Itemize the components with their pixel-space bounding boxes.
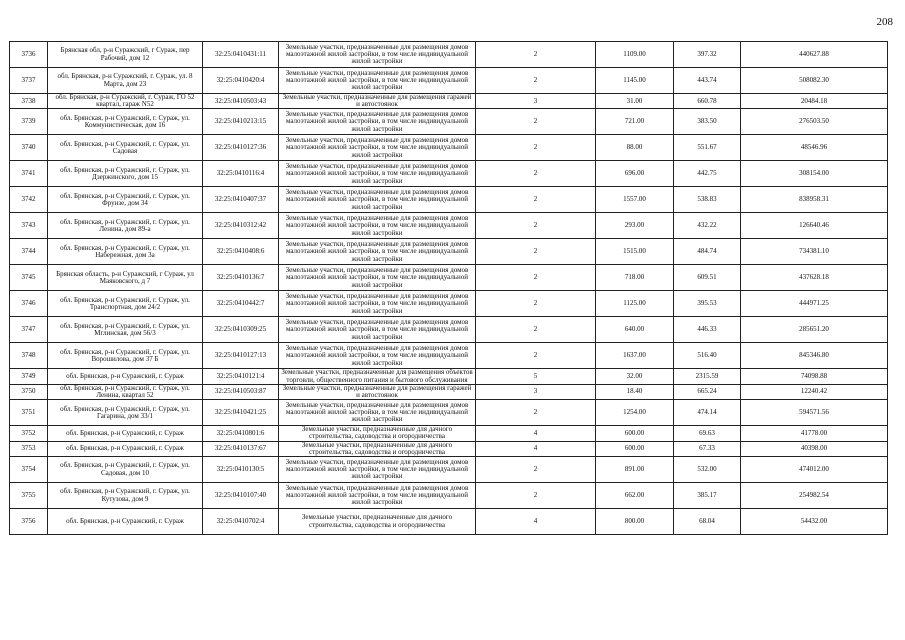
group-cell: 2 xyxy=(476,161,596,187)
address-cell: обл. Брянская, р-н Суражский, г. Сураж, ул. Набережная, дом 3а xyxy=(48,239,203,265)
land-use-cell: Земельные участки, предназначенные для дачного строительства, садоводства и огородничества xyxy=(279,509,476,535)
address-cell: обл. Брянская, р-н Суражский, г. Сураж, ул. 8 Марта, дом 23 xyxy=(48,68,203,94)
cadastral-number-cell: 32:25:0410136:7 xyxy=(203,265,279,291)
group-cell: 2 xyxy=(476,343,596,369)
row-number: 3737 xyxy=(10,68,48,94)
group-cell: 2 xyxy=(476,291,596,317)
land-use-cell: Земельные участки, предназначенные для размещения домов малоэтажной жилой застройки, в том числе индивидуальной жилой застройки xyxy=(279,213,476,239)
specific-value-cell: 2315.59 xyxy=(674,369,741,384)
cadastral-value-cell: 12240.42 xyxy=(741,384,888,399)
group-cell: 2 xyxy=(476,317,596,343)
table-row xyxy=(10,135,888,161)
land-use-cell: Земельные участки, предназначенные для размещения домов малоэтажной жилой застройки, в том числе индивидуальной жилой застройки xyxy=(279,135,476,161)
address-cell: обл. Брянская, р-н Суражский, г. Сураж, ул. Садовая xyxy=(48,135,203,161)
address-cell: Брянская область, р-н Суражский, г Сураж, ул Маяковского, д 7 xyxy=(48,265,203,291)
table-row xyxy=(10,483,888,509)
cadastral-value-cell: 48546.96 xyxy=(741,135,888,161)
land-use-cell: Земельные участки, предназначенные для размещения домов малоэтажной жилой застройки, в том числе индивидуальной жилой застройки xyxy=(279,239,476,265)
cadastral-number-cell: 32:25:0410408:6 xyxy=(203,239,279,265)
cadastral-number-cell: 32:25:0410127:36 xyxy=(203,135,279,161)
specific-value-cell: 538.83 xyxy=(674,187,741,213)
cadastral-number-cell: 32:25:0410121:4 xyxy=(203,369,279,384)
table-row xyxy=(10,441,888,456)
cadastral-number-cell: 32:25:0410309:25 xyxy=(203,317,279,343)
cadastral-value-cell: 41778.00 xyxy=(741,426,888,441)
cadastral-value-cell: 126640.46 xyxy=(741,213,888,239)
row-number: 3748 xyxy=(10,343,48,369)
table-row xyxy=(10,187,888,213)
land-use-cell: Земельные участки, предназначенные для размещения гаражей и автостоянок xyxy=(279,94,476,109)
table-row xyxy=(10,509,888,535)
specific-value-cell: 68.04 xyxy=(674,509,741,535)
cadastral-value-table xyxy=(9,41,888,535)
address-cell: обл. Брянская, р-н Суражский, г. Сураж, ул. Ленина, квартал 52 xyxy=(48,384,203,399)
group-cell: 2 xyxy=(476,42,596,68)
cadastral-value-cell: 440627.88 xyxy=(741,42,888,68)
land-use-cell: Земельные участки, предназначенные для размещения домов малоэтажной жилой застройки, в том числе индивидуальной жилой застройки xyxy=(279,187,476,213)
cadastral-number-cell: 32:25:0410116:4 xyxy=(203,161,279,187)
land-use-cell: Земельные участки, предназначенные для размещения домов малоэтажной жилой застройки, в том числе индивидуальной жилой застройки xyxy=(279,400,476,426)
specific-value-cell: 67.33 xyxy=(674,441,741,456)
area-cell: 1515.00 xyxy=(596,239,674,265)
table-row xyxy=(10,369,888,384)
group-cell: 3 xyxy=(476,94,596,109)
area-cell: 18.40 xyxy=(596,384,674,399)
cadastral-value-cell: 54432.00 xyxy=(741,509,888,535)
cadastral-value-cell: 594571.56 xyxy=(741,400,888,426)
group-cell: 2 xyxy=(476,483,596,509)
cadastral-number-cell: 32:25:0410420:4 xyxy=(203,68,279,94)
area-cell: 1145.00 xyxy=(596,68,674,94)
cadastral-number-cell: 32:25:0410407:37 xyxy=(203,187,279,213)
row-number: 3756 xyxy=(10,509,48,535)
group-cell: 2 xyxy=(476,109,596,135)
table-row xyxy=(10,239,888,265)
area-cell: 718.00 xyxy=(596,265,674,291)
row-number: 3755 xyxy=(10,483,48,509)
group-cell: 5 xyxy=(476,369,596,384)
table-row xyxy=(10,426,888,441)
cadastral-value-cell: 308154.00 xyxy=(741,161,888,187)
group-cell: 4 xyxy=(476,509,596,535)
group-cell: 2 xyxy=(476,400,596,426)
row-number: 3738 xyxy=(10,94,48,109)
cadastral-value-cell: 444971.25 xyxy=(741,291,888,317)
table-row xyxy=(10,343,888,369)
cadastral-value-cell: 20484.18 xyxy=(741,94,888,109)
table-row xyxy=(10,291,888,317)
address-cell: обл. Брянская, р-н Суражский, г. Сураж xyxy=(48,509,203,535)
cadastral-value-cell: 437628.18 xyxy=(741,265,888,291)
specific-value-cell: 395.53 xyxy=(674,291,741,317)
address-cell: обл. Брянская, р-н Суражский, г. Сураж, ул. Садовая, дом 10 xyxy=(48,457,203,483)
area-cell: 696.00 xyxy=(596,161,674,187)
land-use-cell: Земельные участки, предназначенные для размещения домов малоэтажной жилой застройки, в том числе индивидуальной жилой застройки xyxy=(279,457,476,483)
group-cell: 2 xyxy=(476,239,596,265)
area-cell: 293.00 xyxy=(596,213,674,239)
specific-value-cell: 660.78 xyxy=(674,94,741,109)
address-cell: обл. Брянская, р-н Суражский, г. Сураж xyxy=(48,426,203,441)
specific-value-cell: 385.17 xyxy=(674,483,741,509)
specific-value-cell: 432.22 xyxy=(674,213,741,239)
table-row xyxy=(10,68,888,94)
address-cell: обл. Брянская, р-н Суражский, г. Сураж xyxy=(48,369,203,384)
cadastral-number-cell: 32:25:0410702:4 xyxy=(203,509,279,535)
specific-value-cell: 609.51 xyxy=(674,265,741,291)
row-number: 3753 xyxy=(10,441,48,456)
row-number: 3741 xyxy=(10,161,48,187)
row-number: 3740 xyxy=(10,135,48,161)
land-use-cell: Земельные участки, предназначенные для размещения домов малоэтажной жилой застройки, в том числе индивидуальной жилой застройки xyxy=(279,161,476,187)
address-cell: обл. Брянская, р-н Суражский, г. Сураж, ул. Мглинская, дом 56/3 xyxy=(48,317,203,343)
area-cell: 721.00 xyxy=(596,109,674,135)
row-number: 3750 xyxy=(10,384,48,399)
land-use-cell: Земельные участки, предназначенные для размещения домов малоэтажной жилой застройки, в том числе индивидуальной жилой застройки xyxy=(279,291,476,317)
row-number: 3749 xyxy=(10,369,48,384)
area-cell: 1125.00 xyxy=(596,291,674,317)
group-cell: 4 xyxy=(476,441,596,456)
cadastral-value-cell: 508082.30 xyxy=(741,68,888,94)
cadastral-number-cell: 32:25:0410801:6 xyxy=(203,426,279,441)
land-use-cell: Земельные участки, предназначенные для размещения гаражей и автостоянок xyxy=(279,384,476,399)
cadastral-number-cell: 32:25:0410442:7 xyxy=(203,291,279,317)
land-use-cell: Земельные участки, предназначенные для размещения объектов торговли, общественного питания и бытового обслуживания xyxy=(279,369,476,384)
land-use-cell: Земельные участки, предназначенные для размещения домов малоэтажной жилой застройки, в том числе индивидуальной жилой застройки xyxy=(279,343,476,369)
row-number: 3754 xyxy=(10,457,48,483)
address-cell: обл. Брянская, р-н Суражский, г. Сураж, ул. Ворошилова, дом 37 Б xyxy=(48,343,203,369)
group-cell: 2 xyxy=(476,135,596,161)
land-use-cell: Земельные участки, предназначенные для размещения домов малоэтажной жилой застройки, в том числе индивидуальной жилой застройки xyxy=(279,265,476,291)
area-cell: 1109.00 xyxy=(596,42,674,68)
area-cell: 1637.00 xyxy=(596,343,674,369)
cadastral-value-cell: 734381.10 xyxy=(741,239,888,265)
address-cell: обл. Брянская, р-н Суражский, г. Сураж, ГО 52 квартал, гараж N52 xyxy=(48,94,203,109)
row-number: 3746 xyxy=(10,291,48,317)
cadastral-value-cell: 845346.80 xyxy=(741,343,888,369)
specific-value-cell: 484.74 xyxy=(674,239,741,265)
land-use-cell: Земельные участки, предназначенные для размещения домов малоэтажной жилой застройки, в том числе индивидуальной жилой застройки xyxy=(279,109,476,135)
group-cell: 2 xyxy=(476,213,596,239)
area-cell: 600.00 xyxy=(596,441,674,456)
cadastral-value-cell: 40398.00 xyxy=(741,441,888,456)
cadastral-value-cell: 285651.20 xyxy=(741,317,888,343)
row-number: 3744 xyxy=(10,239,48,265)
page-number: 208 xyxy=(876,16,893,28)
specific-value-cell: 69.63 xyxy=(674,426,741,441)
row-number: 3745 xyxy=(10,265,48,291)
group-cell: 2 xyxy=(476,68,596,94)
address-cell: обл. Брянская, р-н Суражский, г. Сураж, ул. Фрунзе, дом 34 xyxy=(48,187,203,213)
area-cell: 600.00 xyxy=(596,426,674,441)
cadastral-number-cell: 32:25:0410107:40 xyxy=(203,483,279,509)
table-row xyxy=(10,42,888,68)
area-cell: 891.00 xyxy=(596,457,674,483)
table-row xyxy=(10,109,888,135)
group-cell: 2 xyxy=(476,457,596,483)
cadastral-number-cell: 32:25:0410213:15 xyxy=(203,109,279,135)
area-cell: 1557.00 xyxy=(596,187,674,213)
cadastral-value-cell: 838958.31 xyxy=(741,187,888,213)
area-cell: 31.00 xyxy=(596,94,674,109)
address-cell: обл. Брянская, р-н Суражский, г. Сураж xyxy=(48,441,203,456)
table-row xyxy=(10,457,888,483)
address-cell: обл. Брянская, р-н Суражский, г. Сураж, ул. Транспортная, дом 24/2 xyxy=(48,291,203,317)
land-use-cell: Земельные участки, предназначенные для размещения домов малоэтажной жилой застройки, в том числе индивидуальной жилой застройки xyxy=(279,483,476,509)
land-use-cell: Земельные участки, предназначенные для дачного строительства, садоводства и огородничества xyxy=(279,441,476,456)
area-cell: 662.00 xyxy=(596,483,674,509)
cadastral-value-cell: 474012.00 xyxy=(741,457,888,483)
table-row xyxy=(10,94,888,109)
address-cell: обл. Брянская, р-н Суражский, г. Сураж, ул. Дзержинского, дом 15 xyxy=(48,161,203,187)
cadastral-number-cell: 32:25:0410137:67 xyxy=(203,441,279,456)
specific-value-cell: 474.14 xyxy=(674,400,741,426)
specific-value-cell: 443.74 xyxy=(674,68,741,94)
land-use-cell: Земельные участки, предназначенные для размещения домов малоэтажной жилой застройки, в том числе индивидуальной жилой застройки xyxy=(279,42,476,68)
address-cell: обл. Брянская, р-н Суражский, г. Сураж, ул. Коммунистическая, дом 16 xyxy=(48,109,203,135)
specific-value-cell: 551.67 xyxy=(674,135,741,161)
group-cell: 2 xyxy=(476,187,596,213)
table-row xyxy=(10,265,888,291)
row-number: 3747 xyxy=(10,317,48,343)
table-row xyxy=(10,213,888,239)
specific-value-cell: 397.32 xyxy=(674,42,741,68)
specific-value-cell: 442.75 xyxy=(674,161,741,187)
cadastral-value-cell: 276503.50 xyxy=(741,109,888,135)
land-use-cell: Земельные участки, предназначенные для дачного строительства, садоводства и огородничества xyxy=(279,426,476,441)
specific-value-cell: 516.40 xyxy=(674,343,741,369)
specific-value-cell: 383.50 xyxy=(674,109,741,135)
cadastral-number-cell: 32:25:0410130:5 xyxy=(203,457,279,483)
area-cell: 1254.00 xyxy=(596,400,674,426)
cadastral-number-cell: 32:25:0410431:11 xyxy=(203,42,279,68)
row-number: 3743 xyxy=(10,213,48,239)
cadastral-value-cell: 74098.88 xyxy=(741,369,888,384)
cadastral-number-cell: 32:25:0410503:87 xyxy=(203,384,279,399)
address-cell: обл. Брянская, р-н Суражский, г. Сураж, ул. Кутузова, дом 9 xyxy=(48,483,203,509)
table-row xyxy=(10,161,888,187)
address-cell: обл. Брянская, р-н Суражский, г. Сураж, ул. Гагарина, дом 33/1 xyxy=(48,400,203,426)
area-cell: 32.00 xyxy=(596,369,674,384)
group-cell: 2 xyxy=(476,265,596,291)
row-number: 3751 xyxy=(10,400,48,426)
cadastral-number-cell: 32:25:0410312:42 xyxy=(203,213,279,239)
cadastral-number-cell: 32:25:0410421:25 xyxy=(203,400,279,426)
address-cell: обл. Брянская, р-н Суражский, г. Сураж, ул. Ленина, дом 89-а xyxy=(48,213,203,239)
area-cell: 800.00 xyxy=(596,509,674,535)
row-number: 3739 xyxy=(10,109,48,135)
specific-value-cell: 532.00 xyxy=(674,457,741,483)
cadastral-value-cell: 254982.54 xyxy=(741,483,888,509)
land-use-cell: Земельные участки, предназначенные для размещения домов малоэтажной жилой застройки, в том числе индивидуальной жилой застройки xyxy=(279,317,476,343)
row-number: 3736 xyxy=(10,42,48,68)
row-number: 3742 xyxy=(10,187,48,213)
cadastral-number-cell: 32:25:0410503:43 xyxy=(203,94,279,109)
specific-value-cell: 665.24 xyxy=(674,384,741,399)
cadastral-number-cell: 32:25:0410127:13 xyxy=(203,343,279,369)
group-cell: 3 xyxy=(476,384,596,399)
area-cell: 88.00 xyxy=(596,135,674,161)
address-cell: Брянская обл, р-н Суражский, г Сураж, пер Рабочий, дом 12 xyxy=(48,42,203,68)
specific-value-cell: 446.33 xyxy=(674,317,741,343)
area-cell: 640.00 xyxy=(596,317,674,343)
land-use-cell: Земельные участки, предназначенные для размещения домов малоэтажной жилой застройки, в том числе индивидуальной жилой застройки xyxy=(279,68,476,94)
table-row xyxy=(10,317,888,343)
table-row xyxy=(10,400,888,426)
row-number: 3752 xyxy=(10,426,48,441)
table-row xyxy=(10,384,888,399)
group-cell: 4 xyxy=(476,426,596,441)
